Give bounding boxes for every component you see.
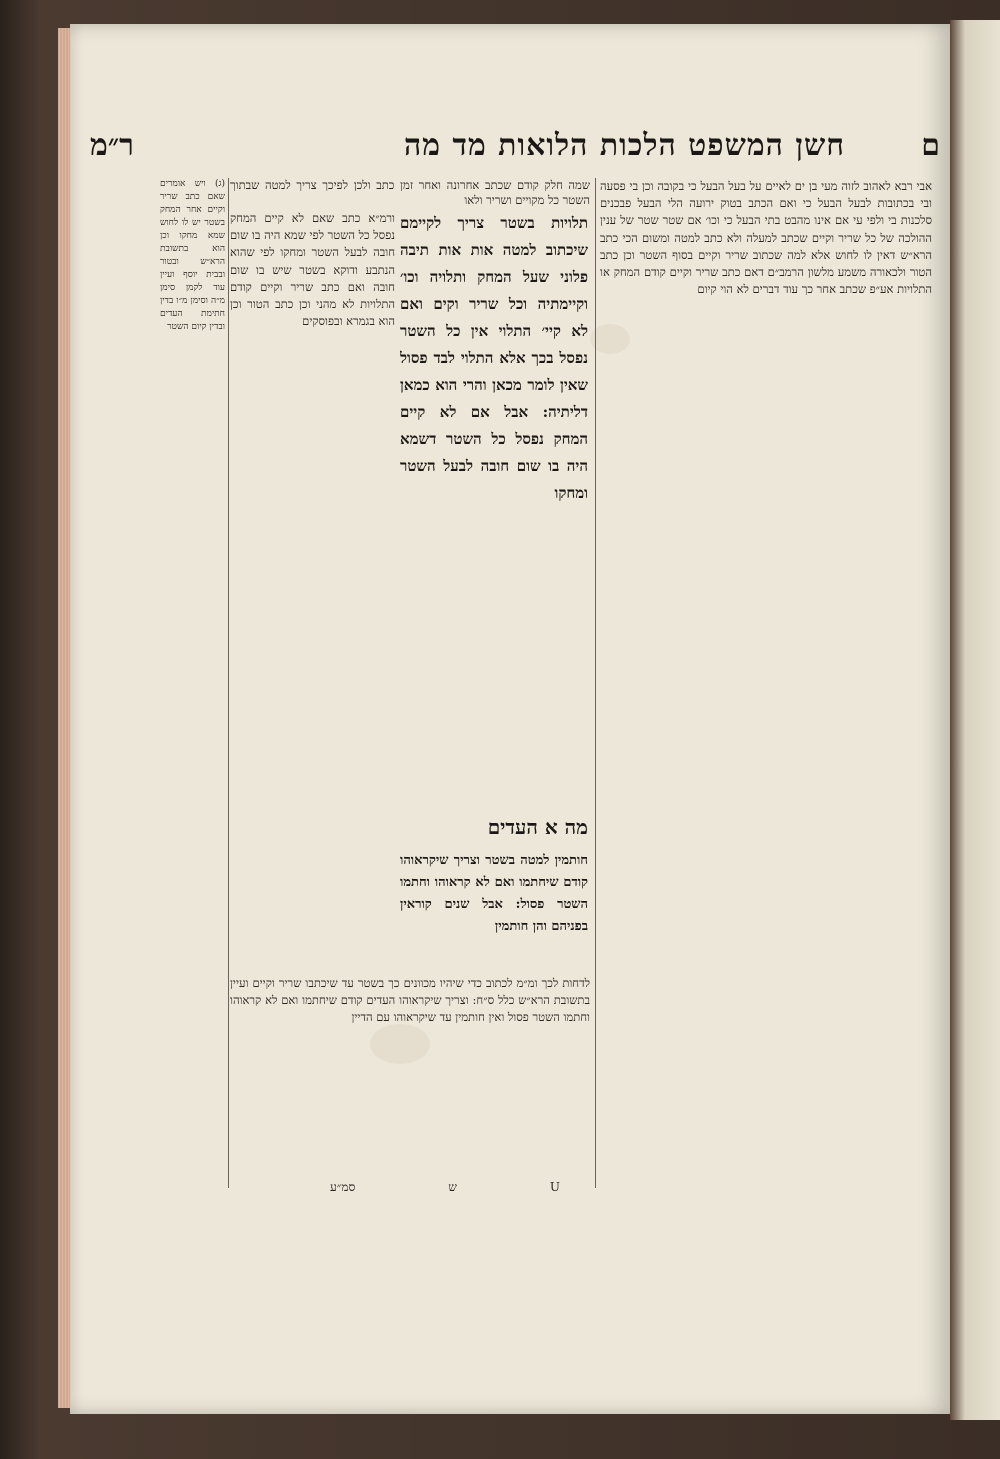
commentary-middle-bottom [230, 975, 590, 1185]
facing-page-edge [950, 20, 1000, 1420]
column-divider [228, 178, 229, 1188]
commentary-left-text: (ג) ויש אומרים שאם כתב שריר וקיים אחר המחק בשטר יש לו לחוש שמא מחקו וכן הוא בתשובת הרא״ש ובטור ובבית יוסף ועיין עוד לקמן סימן מ״ה וסימן מ״ו בדין חתימת העדים ובדין קיום השטר [160, 179, 225, 332]
commentary-middle-side [230, 210, 395, 975]
commentary-right-text: אבי רבא לאהוב לזוה מעי בן ים לאיים על בעל הבעל כי בקובה וכן בי פסעה ובי בכתובות לבעל הבעל כי ואם הכתב בטוק ירועה הלי הבעל פבכנים סלכנות בי ולפי עי אם אינו מהבט בתי הבעל כי וכו׳ אם שטר שטר של ענין ההולכה של כל שריר וקיים שכתב למעלה ולא כתב למטה ומשום הכי כתב הרא״ש דאין לו לחוש אלא למה שכתוב שריר וקיים בסוף השטר וכן כתב הטור ולכאורה משמע מלשון הרמב״ם דאם כתב שריר וקיים קודם המחק או התלויות אע״פ שכתב אחר כך עוד דברים לא הוי קיום [600, 179, 932, 297]
commentary-left-column [160, 178, 225, 1178]
commentary-label: ר״מ [90, 128, 134, 163]
page-header [90, 128, 940, 174]
folio-letter: ם [921, 128, 940, 163]
main-text-block [400, 210, 588, 810]
signature-right: U [549, 1180, 560, 1194]
seif-heading-text: מה א העדים [487, 815, 588, 839]
signature-left: סמ״ע [330, 1180, 356, 1194]
commentary-middle-top-text: שמה חלק קודם שכתב אחרונה ואחר זמן כתב ולכן לפיכך צריך למטה שבתוך השטר כל מקויים ושריר ולאו [230, 178, 590, 207]
commentary-right-column [600, 178, 932, 1198]
main-text-body: תלויות בשטר צריך לקיימם שיכתוב למטה אות אות תיבה פלוני שעל המחק ותלויה וכו׳ וקיימתיה וכל שריר וקים ואם לא קיי׳ התלוי אין כל השטר נפסל בכך אלא התלוי לבד פסול שאין לומר מכאן והרי הוא כמאן דליתיה: אבל אם לא קיים המחק נפסל כל השטר דשמא היה בו שום חובה לבעל השטר ומחקו [400, 214, 588, 502]
commentary-middle-top [230, 178, 590, 208]
commentary-middle-bottom-text: לדחות לכך ומ״מ לכתוב כדי שיהיו מכוונים כך בשטר עד שיכתבו שריר וקיים ועיין בתשובת הרא״ש כלל ס״ח: וצריך שיקראוהו העדים קודם שיחתמו ואם לא קראוהו וחתמו השטר פסול ואין חותמין עד שיקראוהו עם הדיין [230, 976, 590, 1025]
signature-mid: ש [448, 1180, 457, 1194]
seif-body-text: חותמין למטה בשטר וצריך שיקראוהו קודם שיחתמו ואם לא קראוהו וחתמו השטר פסול: אבל שנים קוראין בפניהם והן חותמין [400, 853, 588, 934]
seif-body [400, 850, 588, 970]
commentary-middle-side-text: ורמ״א כתב שאם לא קיים המחק נפסל כל השטר לפי שמא היה בו שום חובה לבעל השטר ומחקו לפי שהוא הנתבע ודוקא בשטר שיש בו שום חובה ואם כתב שריר וקיים קודם התלויות לא מהני וכן כתב הטור וכן הוא בגמרא ובפוסקים [230, 211, 395, 329]
column-divider [595, 178, 596, 1188]
page-signature [330, 1180, 560, 1204]
running-title: חשן המשפט הלכות הלואות מד מה [404, 128, 845, 163]
